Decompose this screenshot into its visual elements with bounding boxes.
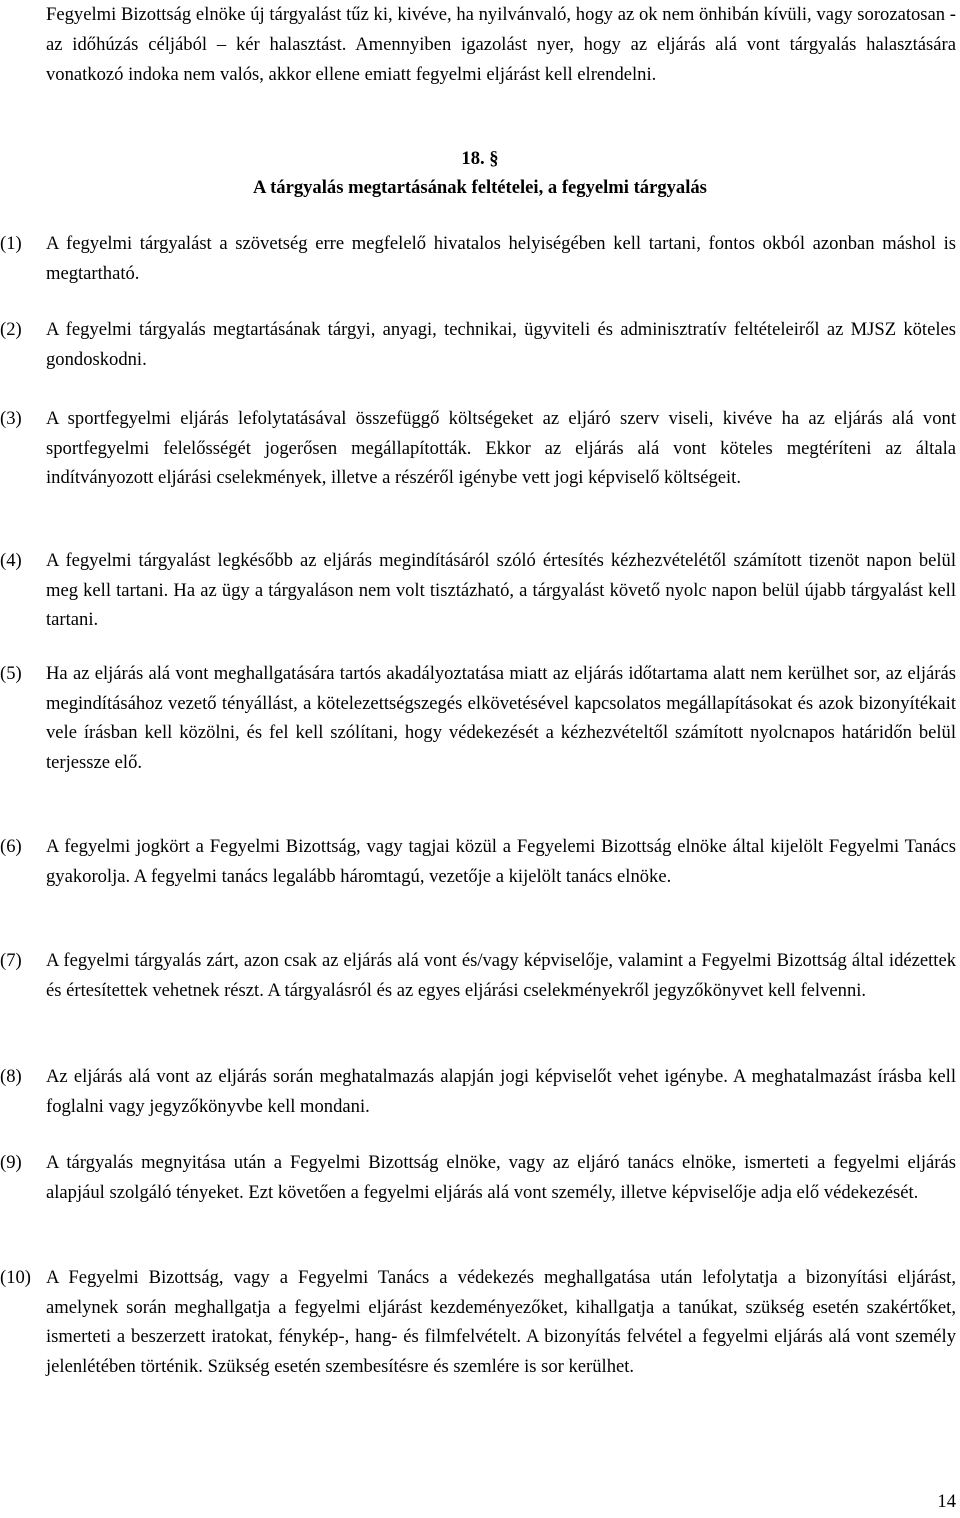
paragraph-number: (8)	[0, 1066, 22, 1087]
section-number: 18. §	[461, 148, 499, 169]
paragraph-6	[0, 832, 960, 891]
paragraph-text: A fegyelmi tárgyalás zárt, azon csak az eljárás alá vont és/vagy képviselője, valamint a Fegyelmi Bizottság által idézettek és értesítettek vehetnek részt. A tárgyalásról és az egyes eljárási cselekményekről jegyzőkönyvet kell felvenni.	[46, 950, 956, 1001]
section-title: A tárgyalás megtartásának feltételei, a fegyelmi tárgyalás	[253, 177, 707, 198]
paragraph-text: Ha az eljárás alá vont meghallgatására tartós akadályoztatása miatt az eljárás időtartama alatt nem kerülhet sor, az eljárás megindításához vezető tényállást, a kötelezettségszegés elkövetésével kapcsolatos megállapításokat és azok bizonyítékait vele írásban kell közölni, és fel kell szólítani, hogy védekezését a kézhezvételtől számított nyolcnapos határidőn belül terjessze elő.	[46, 663, 956, 773]
intro-paragraph: Fegyelmi Bizottság elnöke új tárgyalást tűz ki, kivéve, ha nyilvánvaló, hogy az ok nem önhibán kívüli, vagy sorozatosan - az időhúzás céljából – kér halasztást. Amennyiben igazolást nyer, hogy az eljárás alá vont tárgyalás halasztására vonatkozó indoka nem valós, akkor ellene emiatt fegyelmi eljárást kell elrendelni.	[46, 4, 956, 85]
paragraph-7	[0, 946, 960, 1005]
paragraph-number: (10)	[0, 1267, 31, 1288]
paragraph-number: (7)	[0, 950, 22, 971]
paragraph-text: A tárgyalás megnyitása után a Fegyelmi Bizottság elnöke, vagy az eljáró tanács elnöke, ismerteti a fegyelmi eljárás alapjául szolgáló tényeket. Ezt követően a fegyelmi eljárás alá vont személy, illetve képviselője adja elő védekezését.	[46, 1152, 956, 1203]
paragraph-number: (5)	[0, 663, 22, 684]
paragraph-number: (1)	[0, 233, 22, 254]
paragraph-text: A sportfegyelmi eljárás lefolytatásával összefüggő költségeket az eljáró szerv viseli, kivéve ha az eljárás alá vont sportfegyelmi felelősségét jogerősen megállapították. Ekkor az eljárás alá vont köteles megtéríteni az általa indítványozott eljárási cselekmények, illetve a részéről igénybe vett jogi képviselő költségeit.	[46, 408, 956, 489]
paragraph-8	[0, 1062, 960, 1121]
paragraph-number: (3)	[0, 408, 22, 429]
paragraph-text: A fegyelmi tárgyalást a szövetség erre megfelelő hivatalos helyiségében kell tartani, fontos okból azonban máshol is megtartható.	[46, 233, 956, 284]
paragraph-10	[0, 1263, 960, 1381]
paragraph-number: (4)	[0, 550, 22, 571]
paragraph-text: A Fegyelmi Bizottság, vagy a Fegyelmi Tanács a védekezés meghallgatása után lefolytatja a bizonyítási eljárást, amelynek során meghallgatja a fegyelmi eljárást kezdeményezőket, kihallgatja a tanúkat, szükség esetén szakértőket, ismerteti a beszerzett iratokat, fénykép-, hang- és filmfelvételt. A bizonyítás felvétel a fegyelmi eljárás alá vont személy jelenlétében történik. Szükség esetén szembesítésre és szemlére is sor kerülhet.	[46, 1267, 956, 1377]
paragraph-4	[0, 546, 960, 635]
paragraph-number: (6)	[0, 836, 22, 857]
paragraph-2	[0, 315, 960, 374]
paragraph-text: A fegyelmi tárgyalás megtartásának tárgyi, anyagi, technikai, ügyviteli és adminisztratív feltételeiről az MJSZ köteles gondoskodni.	[46, 319, 956, 370]
paragraph-text: A fegyelmi tárgyalást legkésőbb az eljárás megindításáról szóló értesítés kézhezvételétől számított tizenöt napon belül meg kell tartani. Ha az ügy a tárgyaláson nem volt tisztázható, a tárgyalást követő nyolc napon belül újabb tárgyalást kell tartani.	[46, 550, 956, 631]
page-number: 14	[937, 1491, 956, 1512]
paragraph-text: A fegyelmi jogkört a Fegyelmi Bizottság, vagy tagjai közül a Fegyelemi Bizottság elnöke által kijelölt Fegyelmi Tanács gyakorolja. A fegyelmi tanács legalább háromtagú, vezetője a kijelölt tanács elnöke.	[46, 836, 956, 887]
paragraph-3	[0, 404, 960, 493]
paragraph-1	[0, 229, 960, 288]
paragraph-5	[0, 659, 960, 777]
paragraph-number: (2)	[0, 319, 22, 340]
paragraph-number: (9)	[0, 1152, 22, 1173]
paragraph-9	[0, 1148, 960, 1207]
paragraph-text: Az eljárás alá vont az eljárás során meghatalmazás alapján jogi képviselőt vehet igénybe. A meghatalmazást írásba kell foglalni vagy jegyzőkönyvbe kell mondani.	[46, 1066, 956, 1117]
